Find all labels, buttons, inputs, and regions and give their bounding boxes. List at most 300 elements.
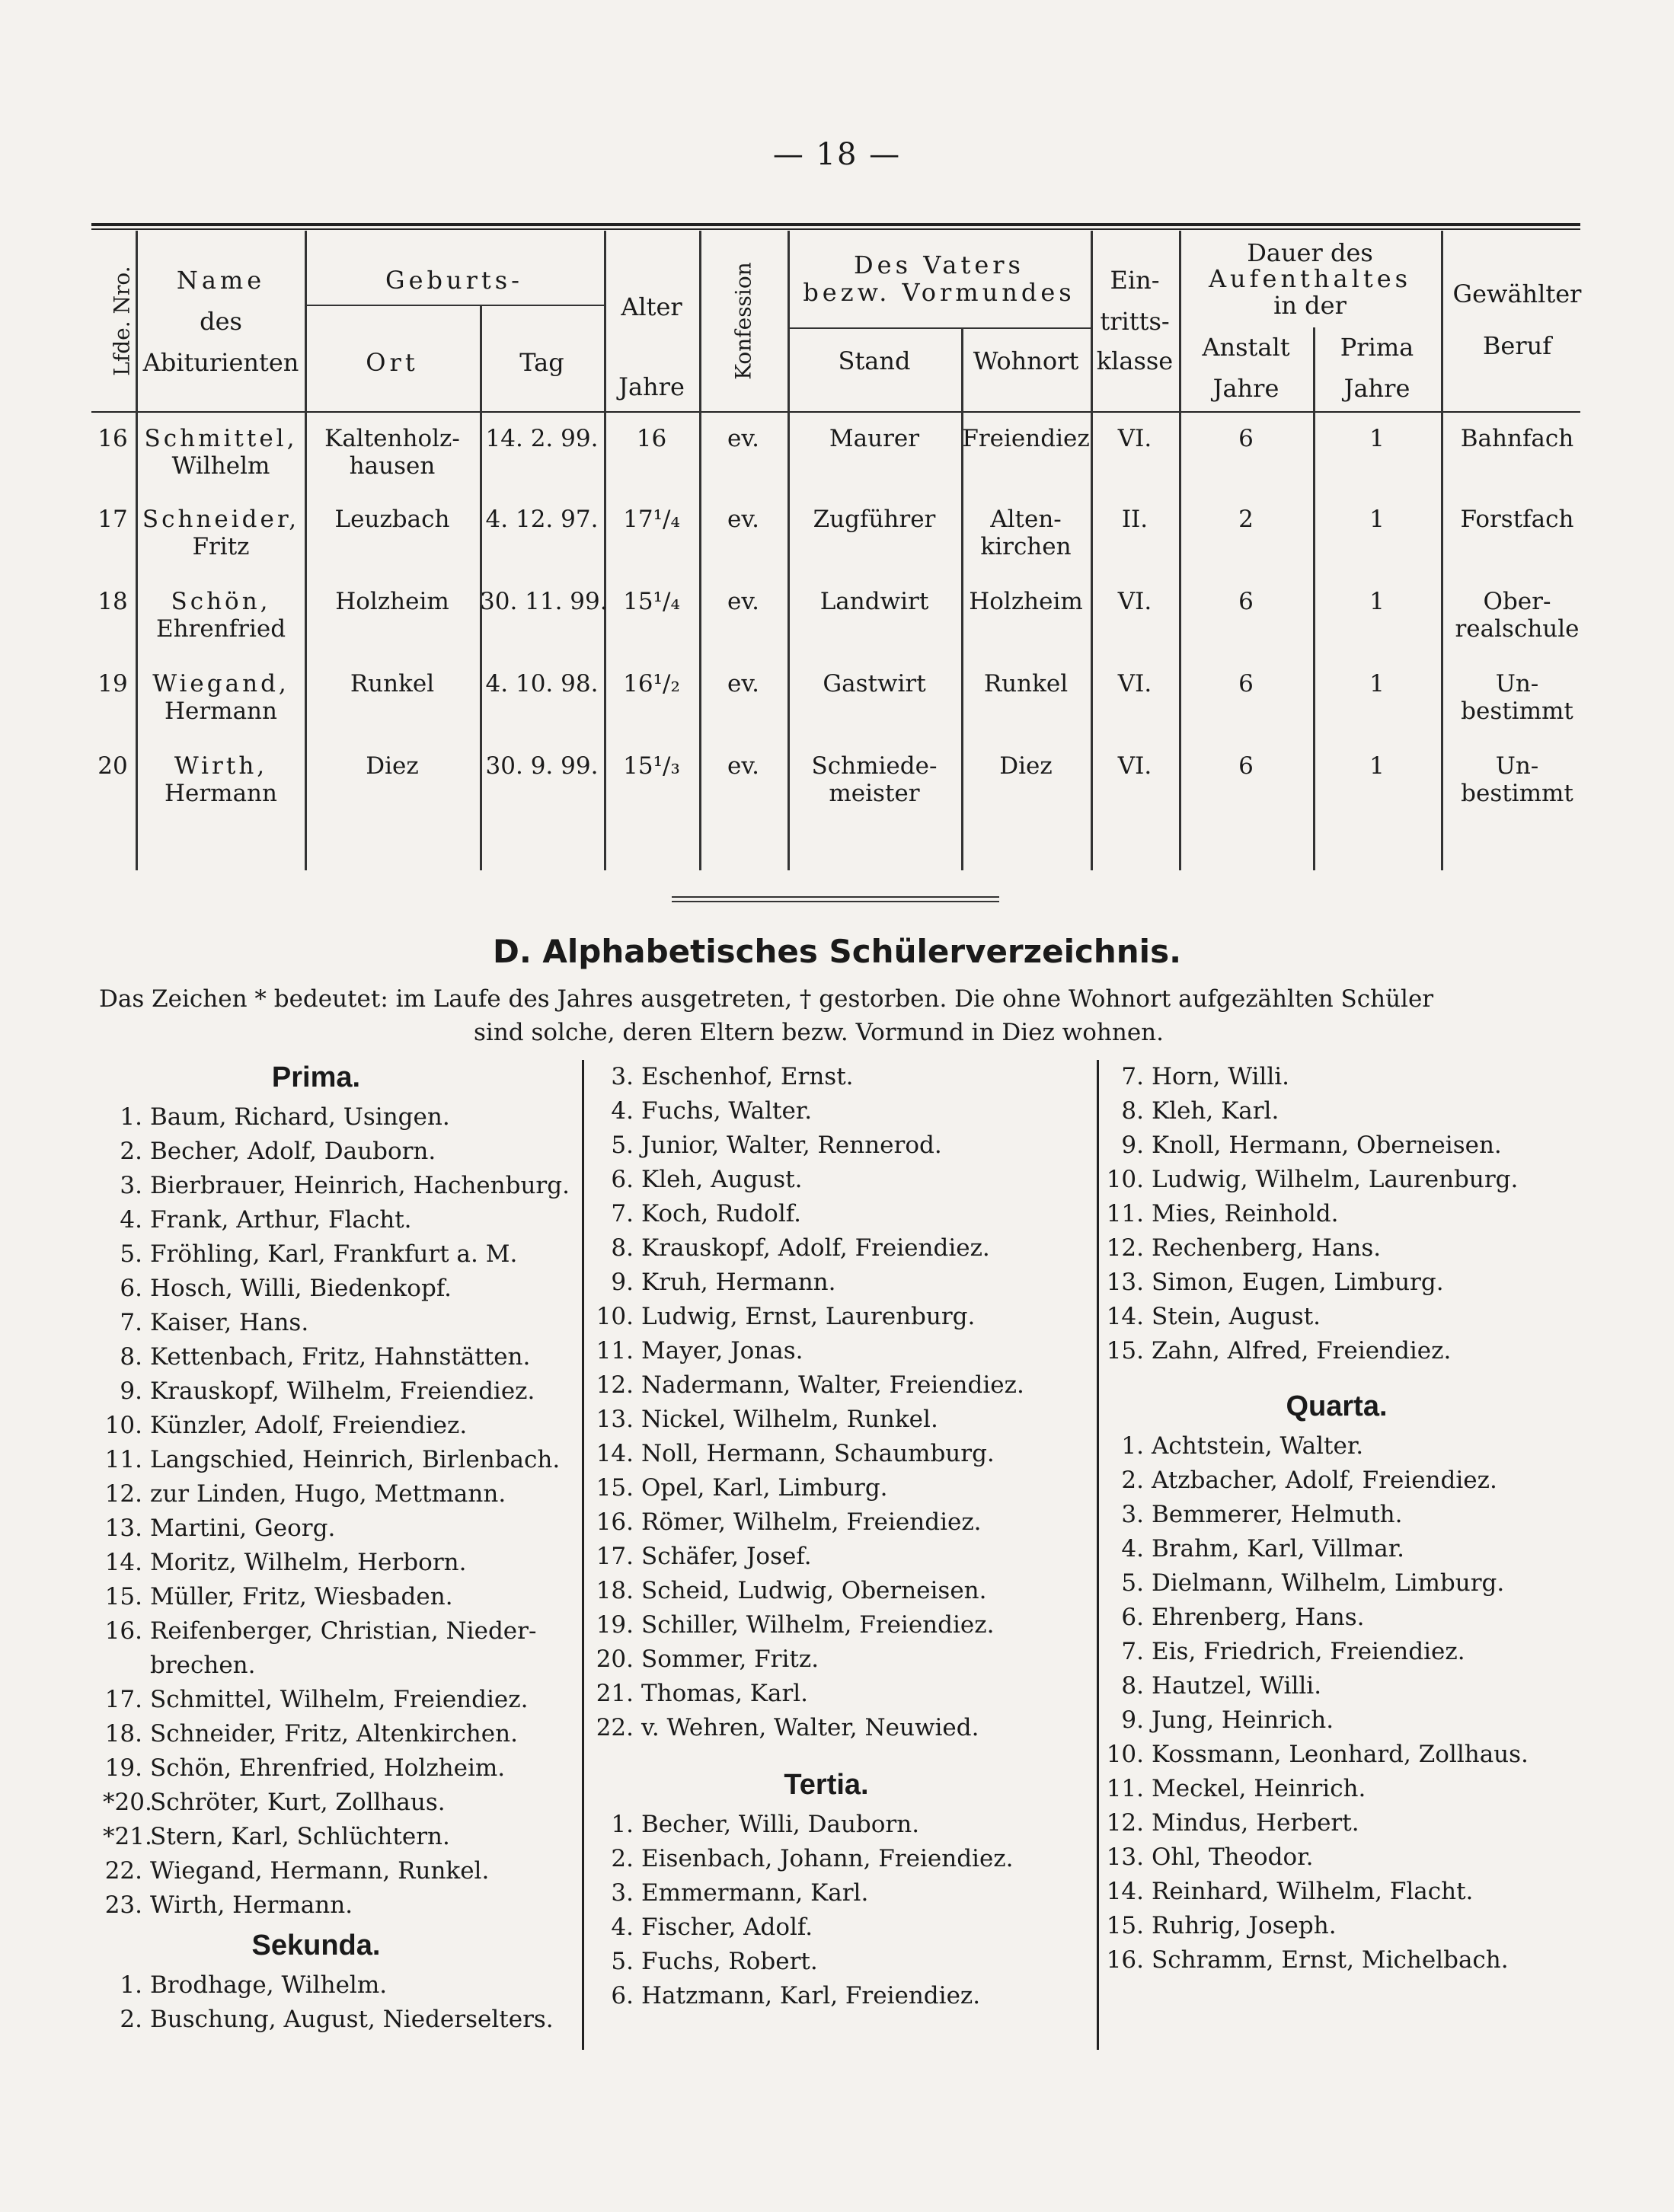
list-item-text: Schön, Ehrenfried, Holzheim. <box>150 1754 506 1782</box>
header-vater: Des Vaters <box>854 251 1024 279</box>
header-name: Name <box>176 266 266 295</box>
row-anstalt: 6 <box>1238 588 1254 615</box>
list-item-text: Hautzel, Willi. <box>1152 1672 1322 1700</box>
header-wohnort: Wohnort <box>973 346 1079 375</box>
list-item <box>103 1409 575 1443</box>
list-item <box>594 1910 1089 1945</box>
list-item <box>103 1135 575 1169</box>
list-item-text: Kruh, Hermann. <box>641 1269 836 1296</box>
list-item-text: Buschung, August, Niederselters. <box>150 2006 554 2033</box>
list-item-text: Junior, Walter, Rennerod. <box>641 1132 942 1159</box>
row-alter: 15¹/₄ <box>623 588 680 615</box>
list-item-text: Nadermann, Walter, Freiendiez. <box>641 1371 1024 1399</box>
row-beruf-2: realschule <box>1455 615 1580 643</box>
list-item <box>103 1477 575 1511</box>
quarta-list <box>1104 1429 1599 1977</box>
row-klasse: VI. <box>1117 752 1152 780</box>
list-item <box>103 1100 575 1135</box>
list-item <box>1104 1601 1599 1635</box>
header-aufenthaltes: Aufenthaltes <box>1208 264 1412 293</box>
list-item <box>1104 1094 1599 1128</box>
header-eintritt-2: tritts- <box>1100 307 1170 336</box>
row-stand: Schmiede- <box>811 752 938 780</box>
list-item-number: 17. <box>104 1686 142 1713</box>
header-eintritt-1: Ein- <box>1110 266 1160 295</box>
list-item <box>103 1968 575 2003</box>
row-name-given: Hermann <box>164 697 277 725</box>
list-item <box>1104 1128 1599 1163</box>
row-anstalt: 6 <box>1238 752 1254 780</box>
list-item <box>103 1580 575 1614</box>
row-tag: 4. 10. 98. <box>485 670 599 697</box>
row-konfession: ev. <box>727 425 760 452</box>
list-item-text: Sommer, Fritz. <box>641 1645 819 1673</box>
row-klasse: VI. <box>1117 425 1152 452</box>
row-anstalt: 6 <box>1238 425 1254 452</box>
row-name: Wiegand, <box>152 670 289 697</box>
list-item-number: 6. <box>611 1166 634 1193</box>
list-item <box>1104 1738 1599 1772</box>
list-item-number: 6. <box>1121 1604 1144 1631</box>
list-item-text: Ohl, Theodor. <box>1152 1843 1314 1871</box>
row-name: Wirth, <box>174 752 268 780</box>
list-item-text: Schramm, Ernst, Michelbach. <box>1152 1946 1509 1974</box>
list-item <box>594 1266 1089 1300</box>
list-item-text: Fischer, Adolf. <box>641 1914 813 1941</box>
list-item-text: Meckel, Heinrich. <box>1152 1775 1366 1802</box>
row-alter: 16 <box>636 425 667 452</box>
list-item-number: 14. <box>1106 1303 1144 1330</box>
list-item <box>1104 1197 1599 1231</box>
list-item-text: Mies, Reinhold. <box>1152 1200 1339 1227</box>
header-beruf: Beruf <box>1482 331 1552 360</box>
list-item-number: 13. <box>596 1406 634 1433</box>
list-item-number: 5. <box>120 1240 142 1268</box>
list-item <box>103 1306 575 1340</box>
list-item <box>103 1751 575 1786</box>
prima-list <box>103 1100 575 1923</box>
row-prima: 1 <box>1369 588 1385 615</box>
list-item <box>103 1203 575 1237</box>
row-name-given: Hermann <box>164 780 277 807</box>
list-item-number: 22. <box>596 1714 634 1741</box>
column-2 <box>594 1060 1089 2013</box>
list-item-text: Wiegand, Hermann, Runkel. <box>150 1857 490 1885</box>
list-item <box>103 1683 575 1717</box>
list-item-number: 21. <box>596 1680 634 1707</box>
row-tag: 30. 11. 99. <box>480 588 608 615</box>
list-item-text: Fröhling, Karl, Frankfurt a. M. <box>150 1240 518 1268</box>
list-item <box>594 1945 1089 1979</box>
list-item-text: Knoll, Hermann, Oberneisen. <box>1152 1132 1502 1159</box>
header-geburts: Geburts- <box>385 266 523 295</box>
header-name-des: des <box>200 307 242 336</box>
list-item-number: 7. <box>611 1200 634 1227</box>
list-item <box>594 1334 1089 1368</box>
list-item-number: 12. <box>1106 1809 1144 1837</box>
list-item <box>594 1437 1089 1471</box>
header-ort: Ort <box>366 348 419 377</box>
list-item-number: 11. <box>596 1337 634 1365</box>
list-item-number: 16. <box>1106 1946 1144 1974</box>
list-item-number: 14. <box>596 1440 634 1467</box>
list-item-text: Horn, Willi. <box>1152 1063 1290 1090</box>
header-anstalt: Anstalt <box>1202 333 1290 362</box>
list-item-number: 6. <box>120 1275 142 1302</box>
list-item-text: Becher, Willi, Dauborn. <box>641 1811 920 1838</box>
list-item <box>1104 1266 1599 1300</box>
list-item <box>1104 1703 1599 1738</box>
list-item-number: 11. <box>104 1446 142 1473</box>
list-item <box>1104 1909 1599 1943</box>
row-name: Schneider, <box>142 506 300 533</box>
list-item <box>1104 1806 1599 1840</box>
list-item-text: Rechenberg, Hans. <box>1152 1234 1382 1262</box>
header-prima-jahre: Jahre <box>1343 374 1410 403</box>
list-item-number: 1. <box>1121 1432 1144 1460</box>
table-header-bottom-rule <box>91 411 1580 413</box>
header-gewaehlter: Gewählter <box>1452 279 1582 308</box>
list-item <box>103 1614 575 1683</box>
heading-sekunda: Sekunda. <box>251 1930 381 1961</box>
row-wohnort: Runkel <box>983 670 1069 697</box>
column-separator <box>582 1060 584 2050</box>
list-item <box>103 1820 575 1854</box>
list-item-number: 23. <box>104 1891 142 1919</box>
list-item-number: 12. <box>104 1480 142 1508</box>
list-item-text: Dielmann, Wilhelm, Limburg. <box>1152 1569 1505 1597</box>
list-item-number: 1. <box>611 1811 634 1838</box>
header-in-der: in der <box>1273 291 1347 320</box>
list-item <box>1104 1772 1599 1806</box>
row-wohnort: Holzheim <box>969 588 1083 615</box>
list-item-number: 14. <box>104 1549 142 1576</box>
row-beruf-2: bestimmt <box>1461 697 1573 725</box>
row-wohnort: Diez <box>999 752 1053 780</box>
list-item <box>594 1471 1089 1505</box>
list-item <box>103 1717 575 1751</box>
list-item <box>103 1546 575 1580</box>
row-beruf: Ober- <box>1483 588 1551 615</box>
list-item-number: 13. <box>1106 1843 1144 1871</box>
list-item <box>594 1842 1089 1876</box>
list-item-number: 17. <box>596 1543 634 1570</box>
header-tag: Tag <box>519 348 564 377</box>
list-item <box>594 1231 1089 1266</box>
header-alter: Alter <box>621 292 682 321</box>
list-item <box>594 1094 1089 1128</box>
list-item-text: Künzler, Adolf, Freiendiez. <box>150 1412 468 1439</box>
list-item-text: Hatzmann, Karl, Freiendiez. <box>641 1982 981 2009</box>
list-item-number: *20. <box>103 1789 152 1816</box>
list-item-number: 13. <box>104 1515 142 1542</box>
row-name-given: Wilhelm <box>171 452 270 480</box>
list-item-number: 3. <box>1121 1501 1144 1528</box>
list-item-number: 4. <box>611 1097 634 1125</box>
list-item <box>594 1505 1089 1540</box>
list-item-text: Brodhage, Wilhelm. <box>150 1971 388 1999</box>
list-item-text: Krauskopf, Wilhelm, Freiendiez. <box>150 1377 535 1405</box>
list-item <box>594 1128 1089 1163</box>
list-item <box>594 1540 1089 1574</box>
list-item-number: 22. <box>104 1857 142 1885</box>
list-item <box>103 1786 575 1820</box>
list-item-number: 10. <box>1106 1166 1144 1193</box>
row-ort: Holzheim <box>335 588 449 615</box>
intro-line-2: sind solche, deren Eltern bezw. Vormund in Diez wohnen. <box>474 1019 1164 1046</box>
row-klasse: II. <box>1121 506 1148 533</box>
sekunda-list-cont <box>594 1060 1089 1745</box>
list-item-text: zur Linden, Hugo, Mettmann. <box>150 1480 506 1508</box>
list-item <box>1104 1669 1599 1703</box>
list-item <box>594 1876 1089 1910</box>
header-alter-jahre: Jahre <box>618 372 685 401</box>
header-prima: Prima <box>1340 333 1414 362</box>
list-item <box>594 1163 1089 1197</box>
row-name: Schön, <box>171 588 271 615</box>
row-name-given: Ehrenfried <box>155 615 286 643</box>
row-tag: 14. 2. 99. <box>485 425 599 452</box>
list-item <box>103 1443 575 1477</box>
list-item-text: Martini, Georg. <box>150 1515 336 1542</box>
list-item-text: Kleh, Karl. <box>1152 1097 1279 1125</box>
column-1 <box>103 1055 575 2037</box>
list-item-text: Noll, Hermann, Schaumburg. <box>641 1440 995 1467</box>
header-stand: Stand <box>838 346 911 375</box>
list-item-number: 4. <box>120 1206 142 1234</box>
list-item-number: 5. <box>611 1132 634 1159</box>
list-item-number: 8. <box>120 1343 142 1371</box>
list-item-number: 12. <box>1106 1234 1144 1262</box>
list-item-number: 3. <box>120 1172 142 1199</box>
list-item-text: Koch, Rudolf. <box>641 1200 801 1227</box>
list-item-number: 8. <box>611 1234 634 1262</box>
row-prima: 1 <box>1369 670 1385 697</box>
row-prima: 1 <box>1369 425 1385 452</box>
list-item <box>1104 1334 1599 1368</box>
list-item <box>594 1300 1089 1334</box>
list-item-number: 8. <box>1121 1097 1144 1125</box>
list-item-number: 2. <box>120 1138 142 1165</box>
list-item-number: 9. <box>1121 1132 1144 1159</box>
header-eintritt-3: klasse <box>1096 346 1174 375</box>
row-name-given: Fritz <box>192 533 250 560</box>
row-ort-2: hausen <box>349 452 436 480</box>
list-item-text: Schneider, Fritz, Altenkirchen. <box>150 1720 518 1748</box>
list-item-number: 7. <box>120 1309 142 1336</box>
list-item-number: 19. <box>596 1611 634 1639</box>
list-item <box>1104 1943 1599 1977</box>
row-wohnort: Freiendiez <box>962 425 1090 452</box>
row-konfession: ev. <box>727 506 760 533</box>
separator-rule-2 <box>672 901 999 902</box>
row-tag: 30. 9. 99. <box>485 752 599 780</box>
list-item-text: Schiller, Wilhelm, Freiendiez. <box>641 1611 995 1639</box>
header-vormund: bezw. Vormundes <box>803 278 1075 307</box>
list-item-number: 4. <box>611 1914 634 1941</box>
row-nr: 17 <box>97 506 128 533</box>
list-item-number: 16. <box>596 1508 634 1536</box>
list-item-text: Emmermann, Karl. <box>641 1879 869 1907</box>
row-stand-2: meister <box>829 780 920 807</box>
list-item-number: 8. <box>1121 1672 1144 1700</box>
list-item-text: Simon, Eugen, Limburg. <box>1152 1269 1444 1296</box>
list-item <box>1104 1463 1599 1498</box>
list-item-number: 7. <box>1121 1063 1144 1090</box>
list-item-text: Zahn, Alfred, Freiendiez. <box>1152 1337 1452 1365</box>
list-item-number: 19. <box>104 1754 142 1782</box>
list-item-text: Fuchs, Walter. <box>641 1097 813 1125</box>
list-item-text: Müller, Fritz, Wiesbaden. <box>150 1583 453 1610</box>
list-item <box>594 1979 1089 2013</box>
list-item-text: Frank, Arthur, Flacht. <box>150 1206 412 1234</box>
list-item-text: Bemmerer, Helmuth. <box>1152 1501 1403 1528</box>
list-item-number: 9. <box>120 1377 142 1405</box>
row-beruf: Forstfach <box>1460 506 1574 533</box>
list-item-number: 3. <box>611 1879 634 1907</box>
list-item-number: 12. <box>596 1371 634 1399</box>
list-item <box>103 1272 575 1306</box>
row-ort: Kaltenholz- <box>324 425 460 452</box>
list-item-text: Nickel, Wilhelm, Runkel. <box>641 1406 938 1433</box>
table-top-rule <box>91 223 1580 226</box>
row-tag: 4. 12. 97. <box>485 506 599 533</box>
list-item-text: Römer, Wilhelm, Freiendiez. <box>641 1508 982 1536</box>
row-beruf: Un- <box>1495 752 1539 780</box>
heading-tertia: Tertia. <box>784 1769 869 1801</box>
intro-line-1: Das Zeichen * bedeutet: im Laufe des Jahres ausgetreten, † gestorben. Die ohne Wohnort aufgezählten Schüler <box>99 985 1434 1013</box>
list-item <box>103 2003 575 2037</box>
list-item <box>594 1060 1089 1094</box>
list-item-text: Scheid, Ludwig, Oberneisen. <box>641 1577 987 1604</box>
list-item-number: 2. <box>1121 1467 1144 1494</box>
list-item <box>594 1197 1089 1231</box>
list-item-number: 13. <box>1106 1269 1144 1296</box>
list-item-number: 11. <box>1106 1200 1144 1227</box>
list-item <box>594 1574 1089 1608</box>
row-wohnort-2: kirchen <box>980 533 1072 560</box>
list-item-text: Kossmann, Leonhard, Zollhaus. <box>1152 1741 1529 1768</box>
row-konfession: ev. <box>727 752 760 780</box>
list-item-number: 1. <box>120 1103 142 1131</box>
list-item-number: 14. <box>1106 1878 1144 1905</box>
page-number: — 18 — <box>772 137 902 172</box>
list-item <box>1104 1532 1599 1566</box>
list-item-number: 9. <box>611 1269 634 1296</box>
list-item-number: 15. <box>104 1583 142 1610</box>
list-item <box>594 1711 1089 1745</box>
tertia-list-cont <box>1104 1060 1599 1368</box>
list-item-text: Schäfer, Josef. <box>641 1543 812 1570</box>
row-ort: Leuzbach <box>334 506 450 533</box>
list-item <box>1104 1300 1599 1334</box>
list-item-text: Wirth, Hermann. <box>150 1891 353 1919</box>
table-top-rule-thin <box>91 228 1580 230</box>
list-item-number: 4. <box>1121 1535 1144 1562</box>
row-anstalt: 2 <box>1238 506 1254 533</box>
list-item <box>1104 1060 1599 1094</box>
row-prima: 1 <box>1369 506 1385 533</box>
list-item-text: Becher, Adolf, Dauborn. <box>150 1138 436 1165</box>
list-item <box>1104 1635 1599 1669</box>
row-nr: 19 <box>97 670 128 697</box>
list-item-number: 7. <box>1121 1638 1144 1665</box>
list-item-text: Ehrenberg, Hans. <box>1152 1604 1365 1631</box>
list-item-text: Eisenbach, Johann, Freiendiez. <box>641 1845 1014 1872</box>
list-item-text: Eis, Friedrich, Freiendiez. <box>1152 1638 1465 1665</box>
list-item-number: 11. <box>1106 1775 1144 1802</box>
list-item <box>594 1677 1089 1711</box>
header-name-abiturienten: Abiturienten <box>142 348 299 377</box>
list-item-text: Ludwig, Wilhelm, Laurenburg. <box>1152 1166 1519 1193</box>
row-stand: Zugführer <box>813 506 936 533</box>
list-item-text: Kaiser, Hans. <box>150 1309 309 1336</box>
list-item-text: Fuchs, Robert. <box>641 1948 818 1975</box>
list-item-text: Hosch, Willi, Biedenkopf. <box>150 1275 452 1302</box>
row-name: Schmittel, <box>144 425 298 452</box>
list-item <box>1104 1566 1599 1601</box>
list-item <box>594 1608 1089 1642</box>
list-item <box>103 1374 575 1409</box>
row-stand: Landwirt <box>819 588 929 615</box>
header-konfession: Konfession <box>730 262 756 380</box>
list-item-text: Kleh, August. <box>641 1166 803 1193</box>
list-item-text: Langschied, Heinrich, Birlenbach. <box>150 1446 561 1473</box>
list-item-number: 15. <box>1106 1912 1144 1939</box>
list-item-number: 18. <box>104 1720 142 1748</box>
header-lfd-nr: Lfde. Nro. <box>109 266 135 376</box>
list-item-text: Mayer, Jonas. <box>641 1337 803 1365</box>
list-item-text: Baum, Richard, Usingen. <box>150 1103 450 1131</box>
list-item-number: *21. <box>103 1823 152 1850</box>
list-item-number: 9. <box>1121 1706 1144 1734</box>
list-item-text: Achtstein, Walter. <box>1152 1432 1364 1460</box>
list-item-text: Thomas, Karl. <box>641 1680 809 1707</box>
column-separator <box>1097 1060 1099 2050</box>
row-alter: 15¹/₃ <box>623 752 680 780</box>
list-item <box>1104 1875 1599 1909</box>
row-beruf: Un- <box>1495 670 1539 697</box>
list-item <box>594 1808 1089 1842</box>
list-item-text: Krauskopf, Adolf, Freiendiez. <box>641 1234 990 1262</box>
list-item-number: 10. <box>596 1303 634 1330</box>
list-item-number: 1. <box>120 1971 142 1999</box>
list-item-text: Opel, Karl, Limburg. <box>641 1474 888 1502</box>
list-item-number: 10. <box>1106 1741 1144 1768</box>
header-anstalt-jahre: Jahre <box>1212 374 1279 403</box>
list-item <box>103 1511 575 1546</box>
list-item-number: 6. <box>611 1982 634 2009</box>
row-nr: 20 <box>97 752 128 780</box>
row-konfession: ev. <box>727 588 760 615</box>
list-item <box>103 1237 575 1272</box>
row-wohnort: Alten- <box>990 506 1062 533</box>
row-beruf: Bahnfach <box>1460 425 1574 452</box>
list-item-number: 2. <box>120 2006 142 2033</box>
section-title: D. Alphabetisches Schülerverzeichnis. <box>492 933 1182 970</box>
list-item <box>1104 1429 1599 1463</box>
list-item-text: Schmittel, Wilhelm, Freiendiez. <box>150 1686 529 1713</box>
row-stand: Gastwirt <box>823 670 926 697</box>
list-item-number: 3. <box>611 1063 634 1090</box>
list-item <box>103 1854 575 1888</box>
list-item-text: Ludwig, Ernst, Laurenburg. <box>641 1303 976 1330</box>
list-item-number: 15. <box>596 1474 634 1502</box>
list-item <box>594 1368 1089 1403</box>
column-3 <box>1104 1060 1599 1977</box>
row-klasse: VI. <box>1117 588 1152 615</box>
list-item-number: 5. <box>1121 1569 1144 1597</box>
